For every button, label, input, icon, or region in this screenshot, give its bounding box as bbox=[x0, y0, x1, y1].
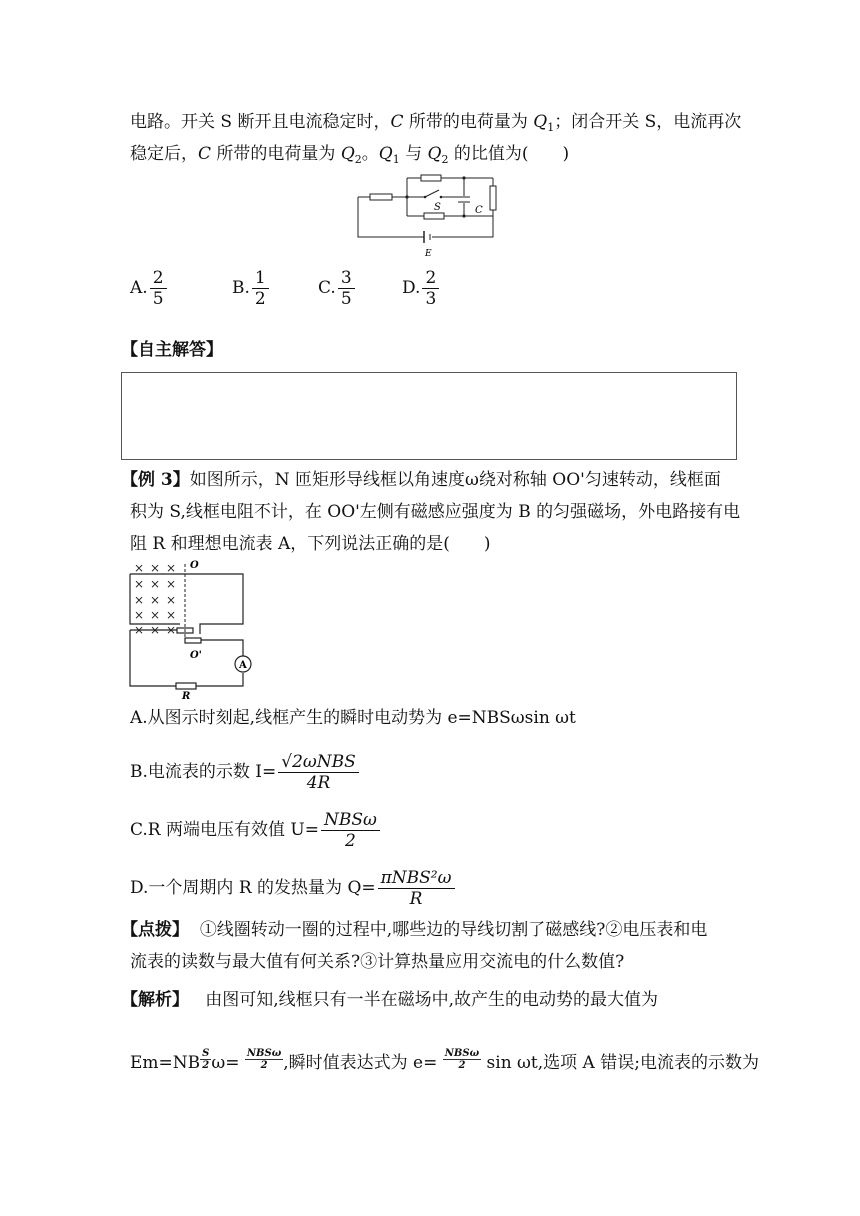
rotating-coil-diagram bbox=[128, 560, 258, 702]
answer-box[interactable] bbox=[121, 372, 737, 460]
svg-text:×: × bbox=[134, 577, 145, 591]
magnetic-field-crosses bbox=[134, 561, 176, 637]
problem-line-2: 稳定后，C 所带的电荷量为 $Q_2$。$Q_1$ 与 $Q_2$ 的比值为( ) bbox=[130, 144, 570, 166]
svg-text:×: × bbox=[150, 561, 161, 575]
svg-text:×: × bbox=[166, 593, 177, 607]
example3-option-b[interactable]: B.电流表的示数 I= $\frac{\text{√2ωNBS}}{4R}$ bbox=[130, 752, 361, 793]
svg-text:×: × bbox=[134, 623, 145, 637]
svg-text:×: × bbox=[150, 577, 161, 591]
hint-line-1: 【点拨】 ①线圈转动一圈的过程中,哪些边的导线切割了磁感线?②电压表和电 bbox=[121, 920, 708, 940]
capacitor-circuit-diagram bbox=[350, 168, 510, 260]
svg-text:×: × bbox=[166, 623, 177, 637]
example3-option-c[interactable]: C.R 两端电压有效值 U= $\frac{\text{NBSω}}{2}$ bbox=[130, 810, 382, 851]
svg-text:×: × bbox=[150, 593, 161, 607]
switch-label: S bbox=[434, 202, 441, 213]
svg-text:×: × bbox=[166, 577, 177, 591]
option-d[interactable]: D. $\frac{2}{3}$ bbox=[402, 268, 441, 309]
option-b[interactable]: B. $\frac{1}{2}$ bbox=[232, 268, 271, 309]
capacitor-label: C bbox=[475, 205, 483, 216]
svg-text:×: × bbox=[134, 561, 145, 575]
example3-line-2: 积为 S,线框电阻不计，在 OO'左侧有磁感应强度为 B 的匀强磁场，外电路接有电 bbox=[130, 502, 741, 522]
example3-line-1: 【例 3】如图所示，N 匝矩形导线框以角速度ω绕对称轴 OO'匀速转动，线框面 bbox=[121, 470, 721, 490]
option-a[interactable]: A. $\frac{2}{5}$ bbox=[130, 268, 169, 309]
resistor-label: R bbox=[182, 691, 191, 702]
axis-label-o-prime: O' bbox=[190, 650, 202, 661]
example3-line-3: 阻 R 和理想电流表 A，下列说法正确的是( ) bbox=[130, 534, 491, 554]
example3-option-a[interactable]: A.从图示时刻起,线框产生的瞬时电动势为 e=NBSωsin ωt bbox=[130, 708, 576, 728]
battery-label: E bbox=[425, 249, 432, 259]
svg-text:×: × bbox=[150, 608, 161, 622]
svg-text:×: × bbox=[166, 608, 177, 622]
self-answer-heading: 【自主解答】 bbox=[121, 340, 223, 360]
hint-line-2: 流表的读数与最大值有何关系?③计算热量应用交流电的什么数值? bbox=[130, 952, 625, 972]
svg-text:×: × bbox=[166, 561, 177, 575]
example3-option-d[interactable]: D.一个周期内 R 的发热量为 Q= $\frac{\text{πNBS²ω}}{R}$ bbox=[130, 868, 457, 909]
svg-text:×: × bbox=[134, 608, 145, 622]
axis-label-o: O bbox=[190, 560, 199, 571]
option-c[interactable]: C. $\frac{3}{5}$ bbox=[318, 268, 357, 309]
ammeter-label: A bbox=[239, 660, 247, 671]
analysis-line-2: Em=NB $\frac{S}{2}$ ω= $\frac{\text{NBSω}}{2}$ ,瞬时值表达式为 e= $\frac{\text{NBSω}}{2}$ sin ωt,选项 A 错误;电流表的示数为 bbox=[130, 1048, 759, 1073]
problem-line-1: 电路。开关 S 断开且电流稳定时，C 所带的电荷量为 $Q_1$；闭合开关 S，电流再次 bbox=[130, 112, 742, 134]
analysis-line-1: 【解析】 由图可知,线框只有一半在磁场中,故产生的电动势的最大值为 bbox=[121, 990, 659, 1010]
svg-text:×: × bbox=[150, 623, 161, 637]
svg-text:×: × bbox=[134, 593, 145, 607]
